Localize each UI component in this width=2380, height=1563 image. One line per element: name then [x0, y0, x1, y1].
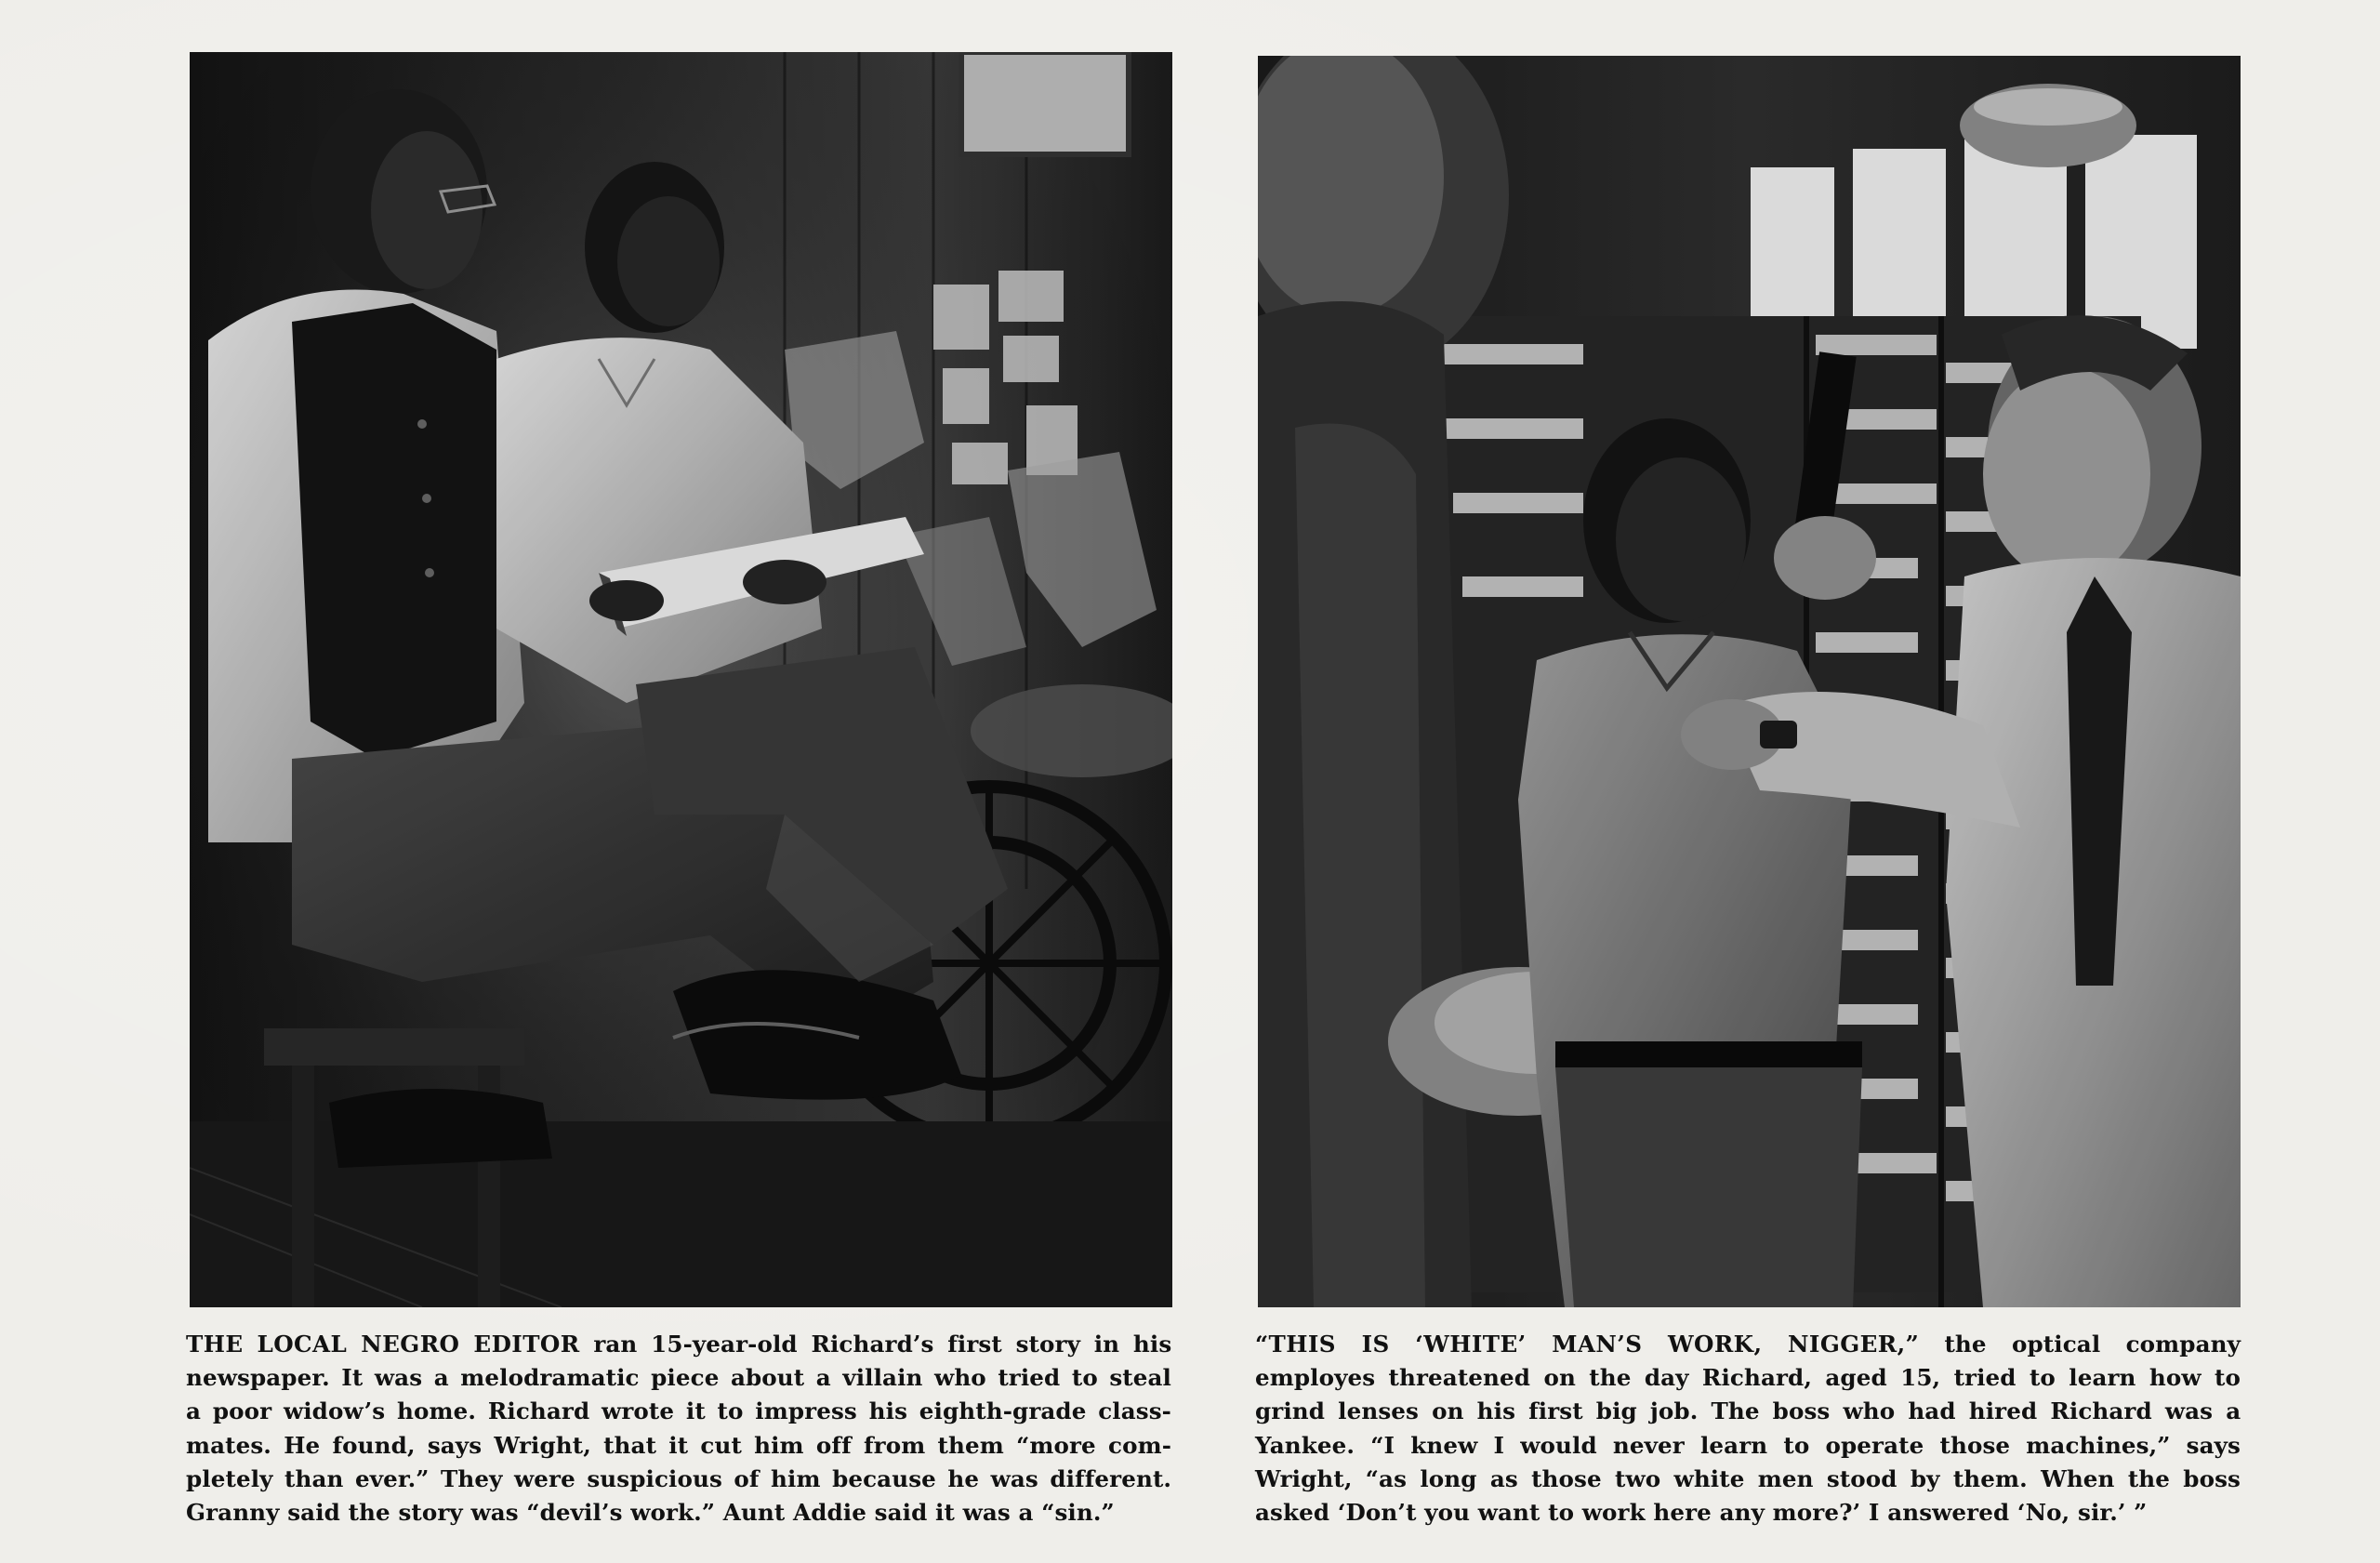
- caption-line: grind lenses on his first big job. The boss who had hired Richard was a: [1255, 1397, 2241, 1425]
- caption-line: pletely than ever.” They were suspicious of him because he was different.: [186, 1464, 1172, 1492]
- caption-line: asked ‘Don’t you want to work here any more?’ I answered ‘No, sir.’ ”: [1255, 1499, 2148, 1527]
- caption-line: THE LOCAL NEGRO EDITOR ran 15-year-old Richard’s first story in his: [186, 1331, 1172, 1358]
- caption-left: [186, 1328, 1171, 1530]
- caption-line: Wright, “as long as those two white men stood by them. When the boss: [1255, 1464, 2241, 1492]
- caption-lead: THE LOCAL NEGRO EDITOR: [186, 1331, 580, 1358]
- caption-line: Yankee. “I knew I would never learn to operate those machines,” says: [1255, 1431, 2241, 1459]
- caption-line: newspaper. It was a melodramatic piece about a villain who tried to steal: [186, 1364, 1171, 1392]
- caption-line: Granny said the story was “devil’s work.” Aunt Addie said it was a “sin.”: [186, 1499, 1115, 1527]
- caption-line: a poor widow’s home. Richard wrote it to impress his eighth-grade class-: [186, 1397, 1171, 1425]
- caption-line: employes threatened on the day Richard, aged 15, tried to learn how to: [1255, 1364, 2241, 1392]
- caption-line: mates. He found, says Wright, that it cut him off from them “more com-: [186, 1431, 1171, 1459]
- caption-right: [1255, 1328, 2241, 1530]
- optical-shop-photo: [1258, 56, 2241, 1307]
- caption-line: “THIS IS ‘WHITE’ MAN’S WORK, NIGGER,” the optical company: [1255, 1331, 2241, 1358]
- editor-photo: [190, 52, 1172, 1307]
- caption-lead: “THIS IS ‘WHITE’ MAN’S WORK, NIGGER,”: [1255, 1331, 1920, 1358]
